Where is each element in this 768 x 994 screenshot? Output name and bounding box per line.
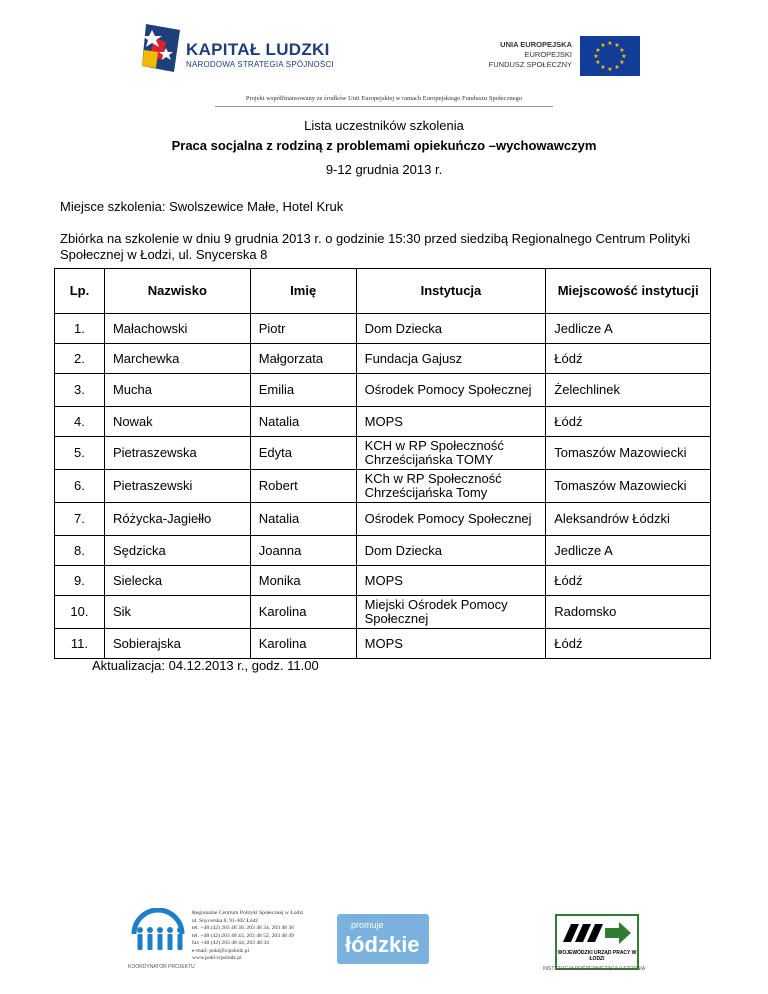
rcps-line: e-mail: pokl@rcpslodz.pl [192,947,250,954]
cell-locality: Łódź [546,344,711,374]
table-row [55,407,711,437]
cell-surname: Pietraszewski [104,470,250,503]
cell-institution: Dom Dziecka [356,314,546,344]
cell-institution: MOPS [356,629,546,659]
cell-firstname: Piotr [250,314,356,344]
cell-lp: 4. [55,407,105,437]
promo-line-1: promuje [351,920,384,930]
list-title: Lista uczestników szkolenia [304,118,464,133]
table-row [55,566,711,596]
cell-firstname: Natalia [250,407,356,437]
cell-firstname: Robert [250,470,356,503]
cell-locality: Radomsko [546,596,711,629]
col-header-locality: Miejscowość instytucji [546,269,711,314]
svg-text:★: ★ [614,64,620,71]
cell-locality: Jedlicze A [546,536,711,566]
table-row [55,470,711,503]
table-row [55,596,711,629]
table-row [55,437,711,470]
cell-locality: Tomaszów Mazowiecki [546,437,711,470]
eu-line-2: EUROPEJSKI [524,50,572,59]
kapital-ludzki-logo [136,20,186,80]
cell-lp: 11. [55,629,105,659]
rcps-line: tel. +48 (42) 203 48 43, 203 48 52, 203 48 49 [192,932,294,939]
participants-table [54,268,711,659]
rcps-caption: KOORDYNATOR PROJEKTU [128,964,195,970]
table-row [55,536,711,566]
cell-locality: Tomaszów Mazowiecki [546,470,711,503]
cell-firstname: Natalia [250,503,356,536]
cell-surname: Różycka-Jagiełło [104,503,250,536]
cell-lp: 6. [55,470,105,503]
rcps-line: tel. +48 (42) 203 48 30, 203 48 34, 203 48 36 [192,925,294,931]
rcps-line: ul. Snycerska 8, 91-302 Łódź [192,917,258,924]
cell-surname: Sobierajska [104,629,250,659]
col-header-firstname: Imię [250,269,356,314]
cell-lp: 5. [55,437,105,470]
table-row [55,503,711,536]
course-title: Praca socjalna z rodziną z problemami opiekuńczo –wychowawczym [171,138,597,153]
cell-surname: Pietraszewska [104,437,250,470]
wup-arrow-icon [557,916,637,950]
wup-caption: INSTYTUCJA POŚREDNICZĄCA II STOPNIA [543,966,646,972]
course-dates: 9-12 grudnia 2013 r. [325,162,443,177]
promo-line-2: łódzkie [345,932,420,957]
col-header-institution: Instytucja [356,269,546,314]
cell-institution: KCh w RP Społeczność Chrześcijańska Tomy [356,470,546,503]
rcps-line: Regionalne Centrum Polityki Społecznej w Łodzi [192,910,304,916]
svg-text:★: ★ [593,53,599,60]
cell-lp: 1. [55,314,105,344]
eu-flag-icon [580,36,640,76]
document-titles [0,118,768,182]
eu-label [489,40,572,70]
cell-locality: Aleksandrów Łódzki [546,503,711,536]
rcps-contact [192,910,303,963]
cell-firstname: Joanna [250,536,356,566]
cell-lp: 3. [55,374,105,407]
cell-firstname: Karolina [250,596,356,629]
cell-locality: Łódź [546,629,711,659]
cell-firstname: Edyta [250,437,356,470]
svg-text:★: ★ [607,40,613,47]
cell-institution: MOPS [356,566,546,596]
cell-lp: 8. [55,536,105,566]
cell-institution: Ośrodek Pomocy Społecznej [356,503,546,536]
meeting-info: Zbiórka na szkolenie w dniu 9 grudnia 2013 r. o godzinie 15:30 przed siedzibą Regionalnego Centrum Polityki Społecznej w Łodzi, ul. Snycerska 8 [60,231,691,262]
cell-institution: MOPS [356,407,546,437]
svg-text:★: ★ [600,64,606,71]
cell-surname: Małachowski [104,314,250,344]
cell-firstname: Monika [250,566,356,596]
svg-text:★: ★ [595,59,601,66]
svg-text:★: ★ [595,47,601,54]
promuje-lodzkie-logo [337,914,429,964]
rcps-line: fax +48 (42) 203 48 44, 203 48 34 [192,940,269,946]
kapital-ludzki-subtitle: NARODOWA STRATEGIA SPÓJNOŚCI [186,60,334,69]
cell-surname: Sielecka [104,566,250,596]
svg-text:★: ★ [607,66,613,73]
cell-lp: 10. [55,596,105,629]
cell-firstname: Małgorzata [250,344,356,374]
kapital-ludzki-title: KAPITAŁ LUDZKI [186,40,330,59]
cell-institution: KCH w RP Społeczność Chrześcijańska TOMY [356,437,546,470]
cell-surname: Mucha [104,374,250,407]
cell-locality: Jedlicze A [546,314,711,344]
page-footer [0,900,768,994]
training-place: Miejsce szkolenia: Swolszewice Małe, Hotel Kruk [60,199,344,214]
table-row [55,344,711,374]
cell-institution: Fundacja Gajusz [356,344,546,374]
cell-lp: 2. [55,344,105,374]
table-row [55,629,711,659]
cell-lp: 7. [55,503,105,536]
cell-surname: Nowak [104,407,250,437]
cell-institution: Dom Dziecka [356,536,546,566]
cell-surname: Sędzicka [104,536,250,566]
wup-label: WOJEWÓDZKI URZĄD PRACY W ŁODZI [557,950,637,962]
cell-institution: Ośrodek Pomocy Społecznej [356,374,546,407]
eu-line-1: UNIA EUROPEJSKA [500,40,572,49]
cell-firstname: Karolina [250,629,356,659]
rcps-line: www.pokl-rcpslodz.pl [192,955,242,961]
wup-logo [555,914,639,970]
cell-firstname: Emilia [250,374,356,407]
page-header [0,0,768,110]
update-note: Aktualizacja: 04.12.2013 r., godz. 11.00 [92,658,319,673]
svg-text:★: ★ [621,53,627,60]
svg-text:★: ★ [619,47,625,54]
eu-line-3: FUNDUSZ SPOŁECZNY [488,60,572,69]
rcps-logo [128,908,188,958]
table-row [55,314,711,344]
col-header-surname: Nazwisko [104,269,250,314]
cell-locality: Żelechlinek [546,374,711,407]
cell-locality: Łódź [546,407,711,437]
table-header-row [55,269,711,314]
cell-lp: 9. [55,566,105,596]
svg-text:★: ★ [614,42,620,49]
cell-surname: Marchewka [104,344,250,374]
svg-text:★: ★ [600,42,606,49]
cell-locality: Łódź [546,566,711,596]
cell-surname: Sik [104,596,250,629]
cofinancing-note: Projekt współfinansowany ze środków Unii Europejskiej w ramach Europejskiego Funduszu Społecznego [245,95,523,102]
col-header-lp: Lp. [55,269,105,314]
svg-text:★: ★ [619,59,625,66]
header-divider [215,106,553,107]
table-row [55,374,711,407]
cell-institution: Miejski Ośrodek Pomocy Społecznej [356,596,546,629]
